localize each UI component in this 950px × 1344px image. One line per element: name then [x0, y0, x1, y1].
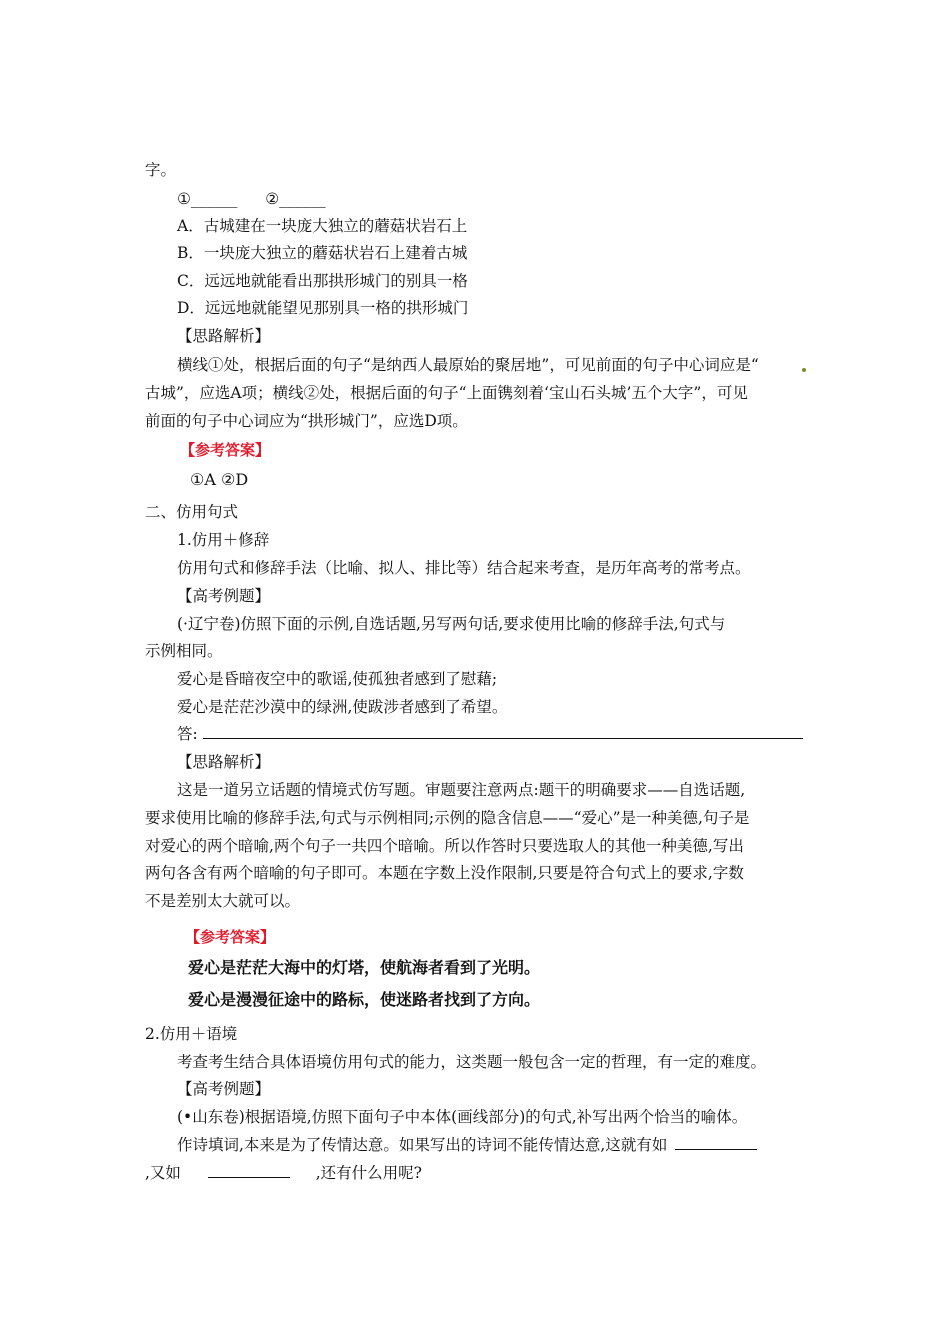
question-text — [145, 1163, 422, 1183]
analysis-text: 对爱心的两个暗喻,两个句子一共四个暗喻。所以作答时只要选取人的其他一种美德,写出 — [145, 837, 744, 855]
question-text — [177, 1135, 757, 1155]
subsection-heading: 2.仿用＋语境 — [145, 1025, 238, 1043]
analysis-text: 两句各含有两个暗喻的句子即可。本题在字数上没作限制,只要是符合句式上的要求,字数 — [145, 864, 744, 882]
option-c: C．远远地就能看出那拱形城门的别具一格 — [177, 272, 468, 290]
section-heading: 二、仿用句式 — [145, 503, 239, 521]
subsection-text: 仿用句式和修辞手法（比喻、拟人、排比等）结合起来考查，是历年高考的常考点。 — [177, 559, 751, 577]
analysis-text: 要求使用比喻的修辞手法,句式与示例相同;示例的隐含信息——“爱心”是一种美德,句子是 — [145, 809, 750, 827]
question-text: (·辽宁卷)仿照下面的示例,自选话题,另写两句话,要求使用比喻的修辞手法,句式与 — [177, 615, 726, 633]
answer-text: 爱心是漫漫征途中的路标，使迷路者找到了方向。 — [188, 990, 541, 1009]
blank-labels — [177, 189, 326, 209]
analysis-text: 古城”，应选A项；横线②处，根据后面的句子“上面镌刻着‘宝山石头城’五个大字”，可见 — [145, 384, 748, 402]
margin-mark — [802, 368, 806, 372]
text-line: 字。 — [145, 161, 177, 179]
analysis-heading: 【思路解析】 — [177, 327, 271, 345]
sample-sentence: 爱心是昏暗夜空中的歌谣,使孤独者感到了慰藉; — [177, 670, 498, 688]
answer-heading: 【参考答案】 — [185, 928, 276, 946]
sample-sentence: 爱心是茫茫沙漠中的绿洲,使跋涉者感到了希望。 — [177, 698, 508, 716]
analysis-text: 不是差别太大就可以。 — [145, 892, 301, 910]
option-a: A．古城建在一块庞大独立的蘑菇状岩石上 — [177, 217, 468, 235]
question-fragment: ,又如 — [145, 1164, 181, 1182]
example-heading: 【高考例题】 — [177, 1080, 271, 1098]
subsection-text: 考查考生结合具体语境仿用句式的能力，这类题一般包含一定的哲理，有一定的难度。 — [177, 1053, 767, 1071]
fill-blank-1[interactable] — [675, 1135, 757, 1150]
answer-label: 答: — [177, 725, 198, 743]
analysis-text: 这是一道另立话题的情境式仿写题。审题要注意两点:题干的明确要求——自选话题, — [177, 781, 746, 799]
question-fragment: ,还有什么用呢? — [315, 1164, 422, 1182]
question-text: (•山东卷)根据语境,仿照下面句子中本体(画线部分)的句式,补写出两个恰当的喻体。 — [177, 1108, 748, 1126]
answer-heading: 【参考答案】 — [180, 441, 271, 459]
question-text: 示例相同。 — [145, 642, 223, 660]
analysis-heading: 【思路解析】 — [177, 753, 271, 771]
answer-text: ①A ②D — [190, 470, 249, 489]
question-sentence: 作诗填词,本来是为了传情达意。如果写出的诗词不能传情达意,这就有如 — [177, 1136, 668, 1154]
answer-line — [177, 724, 803, 744]
fill-blank-2[interactable] — [208, 1163, 290, 1178]
subsection-heading: 1.仿用＋修辞 — [177, 531, 270, 549]
analysis-text: 前面的句子中心词应为“拱形城门”，应选D项。 — [145, 412, 468, 430]
analysis-text: 横线①处，根据后面的句子“是纳西人最原始的聚居地”，可见前面的句子中心词应是“ — [177, 356, 759, 374]
answer-blank[interactable] — [203, 724, 803, 739]
option-b: B．一块庞大独立的蘑菇状岩石上建着古城 — [177, 244, 468, 262]
blank-2: ②______ — [265, 190, 326, 208]
blank-1: ①______ — [177, 190, 238, 208]
example-heading: 【高考例题】 — [177, 587, 271, 605]
answer-text: 爱心是茫茫大海中的灯塔，使航海者看到了光明。 — [188, 958, 541, 977]
option-d: D．远远地就能望见那别具一格的拱形城门 — [177, 299, 469, 317]
